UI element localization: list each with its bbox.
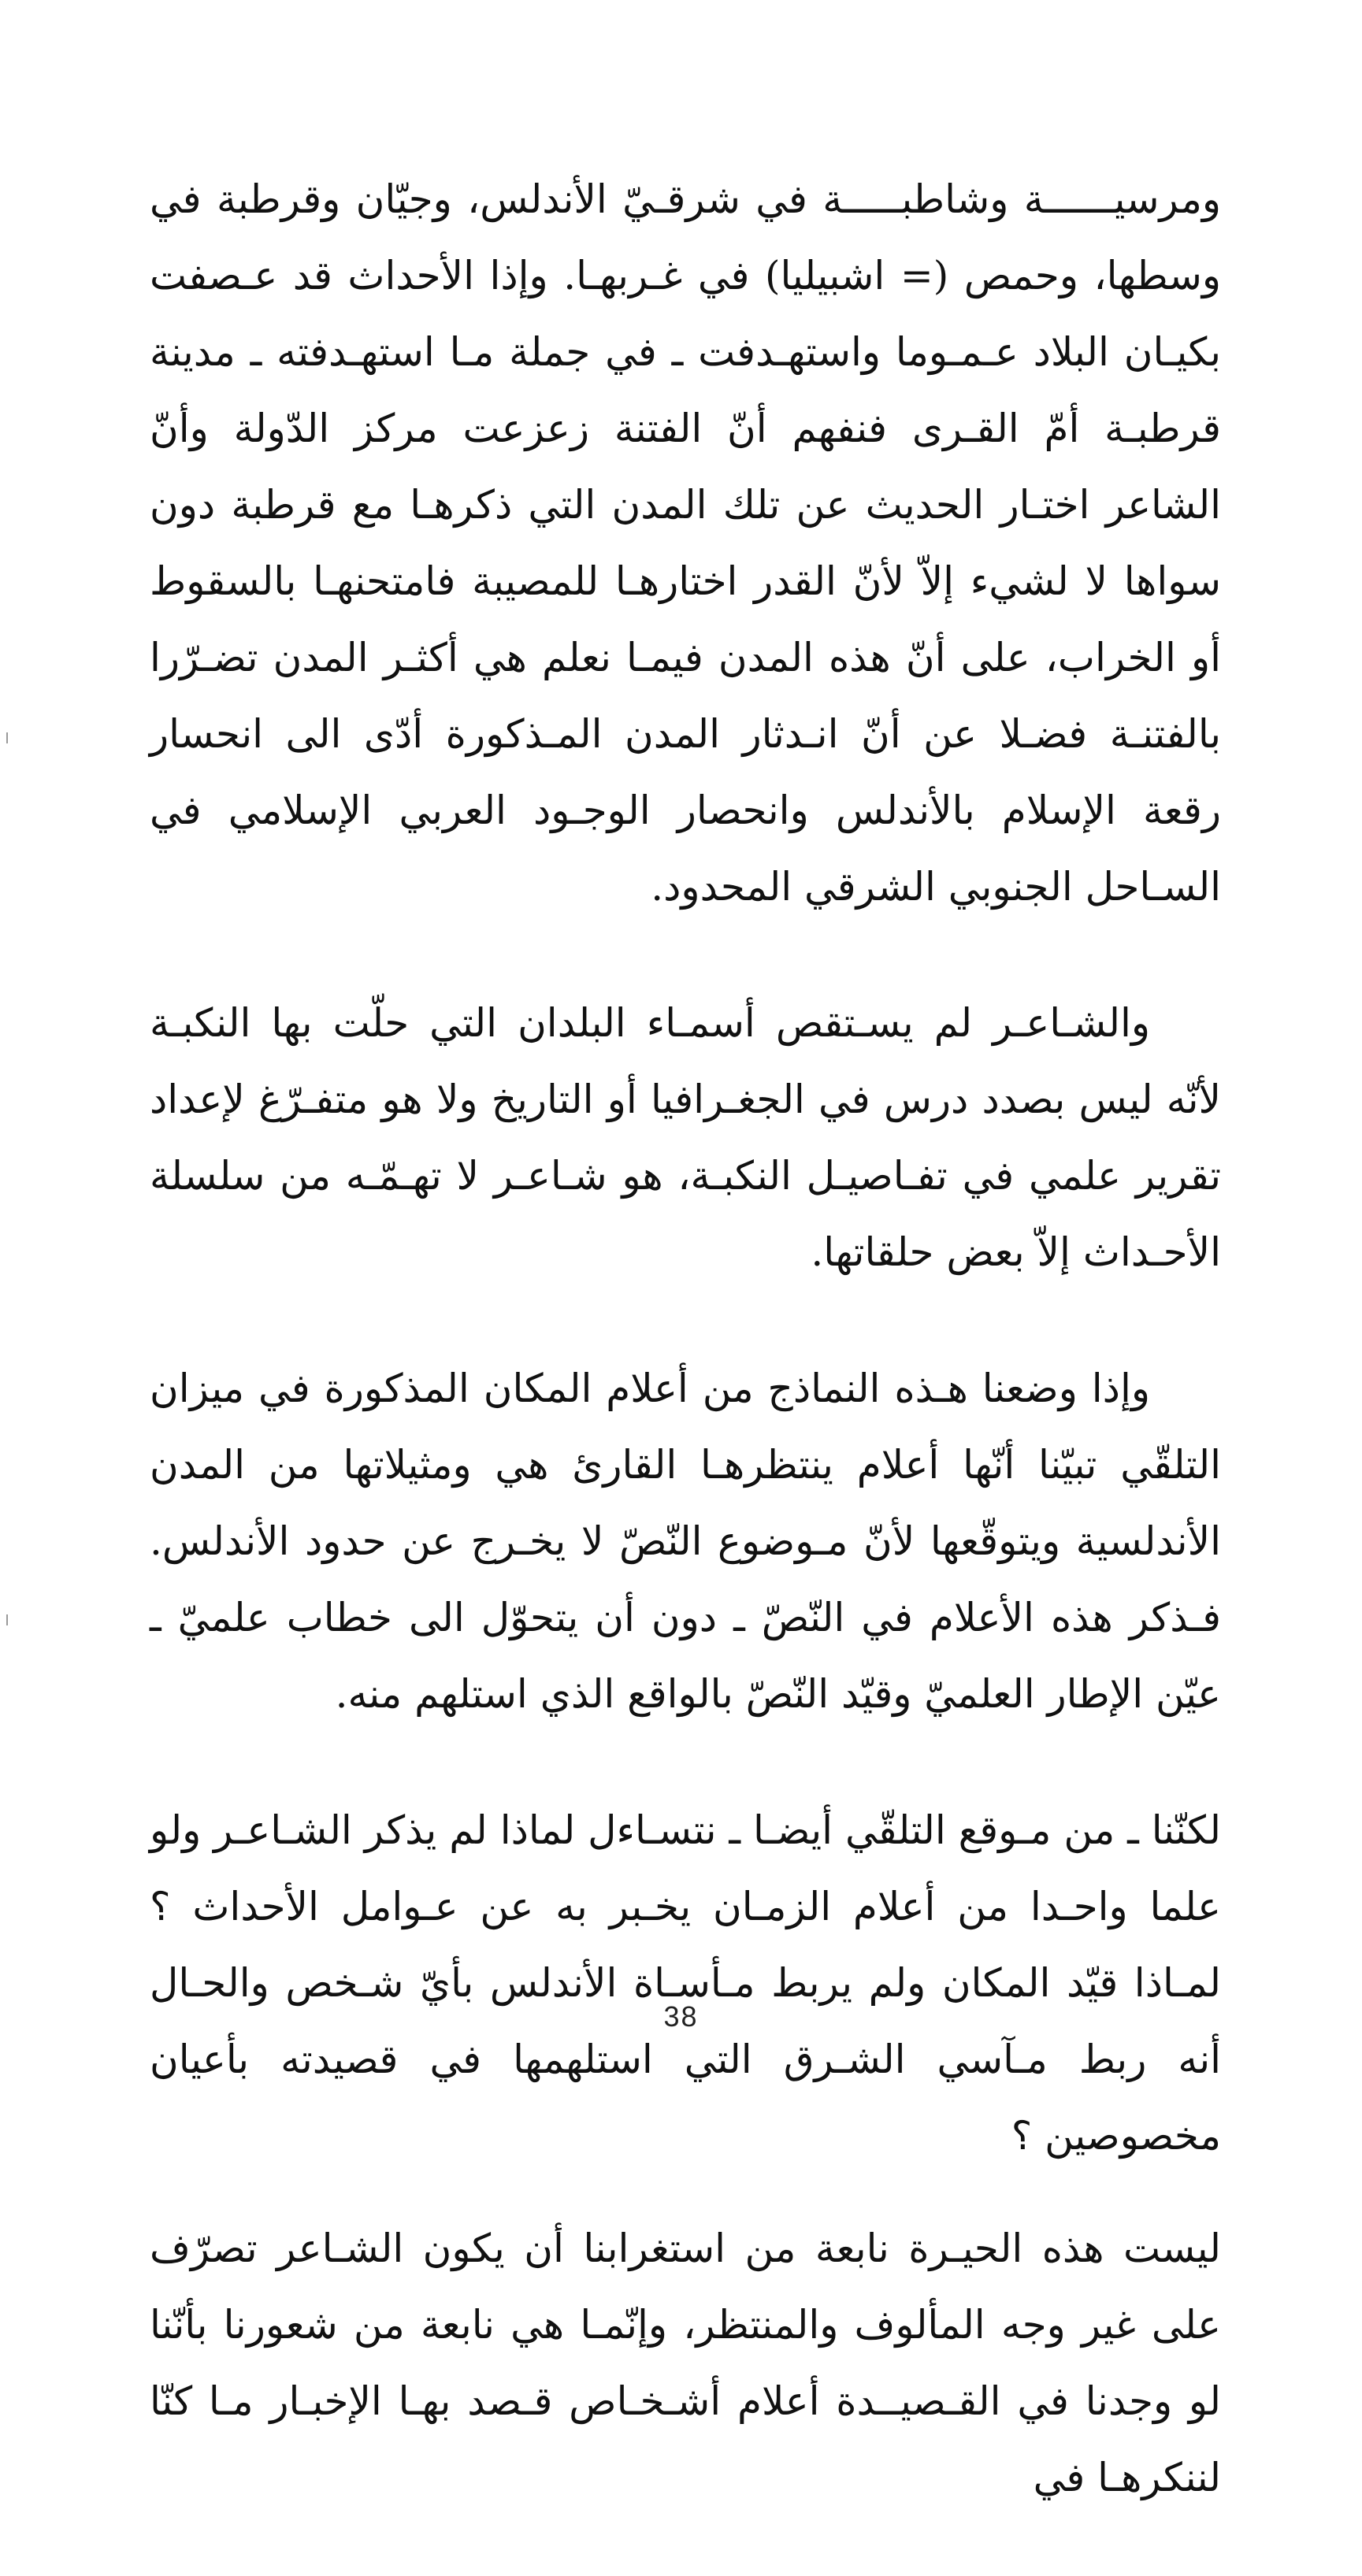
- paragraph-3: وإذا وضعنا هـذه النماذج من أعلام المكان المذكورة في ميزان التلقّي تبيّنا أنّها أعلام ينتظرهـا القارئ هي ومثيلاتها من المدن الأندلسية ويتوقّعها لأنّ مـوضوع النّصّ لا يخـرج عن حدود الأندلس. فـذكر هذه الأعلام في النّصّ ـ دون أن يتحوّل الى خطاب علميّ ـ عيّن الإطار العلميّ وقيّد النّصّ بالواقع الذي استلهم منه.: [150, 1366, 1221, 1717]
- paragraph-1: ومرسيــــــة وشاطبـــــة في شرقـيّ الأندلس، وجيّان وقرطبة في وسطها، وحمص (= اشبيليا) في غـربهـا. وإذا الأحداث قد عـصفت بكيـان البلاد عـمـوما واستهـدفت ـ في جملة مـا استهـدفته ـ مدينة قرطبـة أمّ القـرى فنفهم أنّ الفتنة زعزعت مركز الدّولة وأنّ الشاعر اختـار الحديث عن تلك المدن التي ذكرهـا مع قرطبة دون سواها لا لشيء إلاّ لأنّ القدر اختارهـا للمصيبة فامتحنهـا بالسقوط أو الخراب، على أنّ هذه المدن فيمـا نعلم هي أكثـر المدن تضـرّرا بالفتنـة فضـلا عن أنّ انـدثار المدن المـذكورة أدّى الى انحسار رقعة الإسلام بالأندلس وانحصار الوجـود العربي الإسلامي في السـاحل الجنوبي الشرقي المحدود.: [150, 176, 1221, 910]
- paragraph-2: والشـاعـر لم يسـتقص أسمـاء البلدان التي حلّت بها النكبـة لأنّه ليس بصدد درس في الجغـرافيا أو التاريخ ولا هو متفـرّغ لإعداد تقرير علمي في تفـاصيـل النكبـة، هو شـاعـر لا تهـمّـه من سلسلة الأحـداث إلاّ بعض حلقاتها.: [150, 1000, 1221, 1275]
- paragraph-4: لكنّنا ـ من مـوقع التلقّي أيضـا ـ نتسـاءل لماذا لم يذكر الشـاعـر ولو علما واحـدا من أعلام الزمـان يخـبر به عن عـوامل الأحداث ؟ لمـاذا قيّد المكان ولم يربط مـأسـاة الأندلس بأيّ شـخص والحـال أنه ربط مـآسي الشـرق التي استلهمها في قصيدته بأعيان مخصوصين ؟: [150, 1807, 1221, 2159]
- page-number: 38: [663, 2000, 699, 2033]
- page-body: [150, 161, 1221, 2576]
- scan-margin-mark: [6, 1614, 8, 1625]
- paragraph-5: ليست هذه الحيـرة نابعة من استغرابنا أن يكون الشـاعر تصرّف على غير وجه المألوف والمنتظر، وإنّمـا هي نابعة من شعورنا بأنّنا لو وجدنا في القـصيــدة أعلام أشـخـاص قـصد بهـا الإخبـار مـا كنّا لننكرهـا في: [150, 2226, 1221, 2500]
- scan-margin-mark: [6, 732, 8, 743]
